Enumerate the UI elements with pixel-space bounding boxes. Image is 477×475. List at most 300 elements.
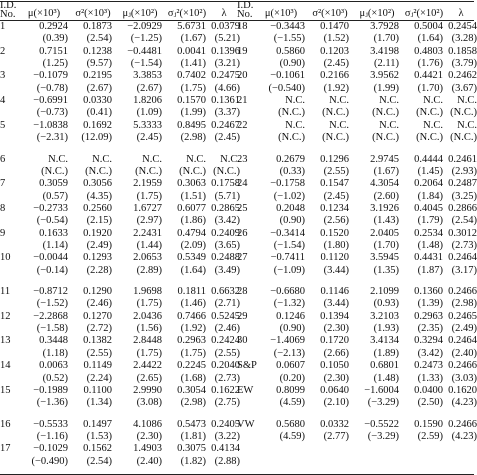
table-cell: (2.49) (86, 239, 112, 251)
table-cell: 1.4903 (133, 443, 162, 455)
table-cell: N.C. (423, 119, 443, 131)
table-cell: 0.1290 (83, 286, 112, 297)
table-row-tstat (237, 107, 477, 120)
table-cell: 2.0653 (133, 252, 162, 264)
table-cell: (1.70) (373, 33, 399, 45)
table-cell: 0.8495 (177, 119, 206, 131)
table-cell: (3.03) (451, 372, 477, 384)
table-cell: (3.79) (451, 58, 477, 70)
table-cell: (2.54) (86, 455, 112, 467)
table-cell: 0.2963 (414, 310, 443, 322)
table-cell: 0.2424 (211, 335, 240, 347)
table-cell: (1.81) (180, 430, 206, 442)
table-row-tstat (237, 190, 477, 204)
table-cell: 0.4134 (211, 443, 240, 455)
table-cell: 0.2560 (83, 202, 112, 214)
table-cell: (N.C.) (179, 165, 206, 177)
table-row-tstat (237, 239, 477, 253)
table-cell: (2.54) (86, 33, 112, 45)
table-cell: 0.1520 (320, 227, 349, 239)
table-cell: (1.14) (42, 239, 68, 251)
table-cell: (−0.54) (36, 215, 68, 227)
table-cell: −1.6004 (364, 384, 399, 396)
table-cell: 0.2048 (276, 202, 305, 214)
table-row-estimate (0, 95, 240, 108)
table-cell: (1.87) (417, 264, 443, 276)
table-cell: (N.C.) (213, 165, 240, 177)
table-row-tstat (0, 215, 240, 228)
table-cell: (2.73) (451, 239, 477, 251)
table-cell: 0.2405 (211, 418, 240, 430)
table-cell: 0.7402 (177, 70, 206, 82)
table-cell: (2.46) (214, 323, 240, 335)
table-cell: (N.C.) (322, 107, 349, 119)
table-cell: (1.44) (136, 239, 162, 251)
table-cell: (2.75) (214, 397, 240, 409)
column-header-mu: μ(×10³) (27, 8, 61, 19)
table-cell: −0.8712 (33, 286, 68, 297)
table-cell: 0.2454 (448, 21, 477, 32)
table-cell: (−0.540) (268, 82, 305, 94)
table-row-estimate (237, 202, 477, 216)
table-row-estimate (0, 360, 240, 373)
table-cell: 0.2040 (211, 360, 240, 372)
table-cell: 0.1149 (83, 360, 112, 372)
table-cell: 3.4198 (370, 45, 399, 57)
table-row-tstat (0, 347, 240, 361)
table-cell: (2.59) (417, 430, 443, 442)
table-cell: 0.6801 (370, 360, 399, 372)
table-cell: (9.57) (86, 58, 112, 70)
table-cell: (3.67) (451, 82, 477, 94)
table-cell: 2.9990 (133, 384, 162, 396)
table-cell: 0.2963 (177, 335, 206, 347)
table-cell: 0.1270 (83, 310, 112, 322)
table-cell: 3.9562 (370, 70, 399, 82)
table-cell: (1.92) (323, 82, 349, 94)
table-cell: (2.66) (323, 347, 349, 359)
table-cell: (3.37) (214, 107, 240, 119)
table-cell: (−1.32) (273, 298, 305, 310)
table-cell: (2.45) (136, 132, 162, 144)
table-cell: 0.4431 (414, 252, 443, 264)
column-header-sigma2-j: σⱼ²(×10²) (167, 8, 207, 19)
table-cell: 0.2166 (320, 70, 349, 82)
table-cell: 2.4422 (133, 360, 162, 372)
table-cell: (2.50) (417, 397, 443, 409)
table-cell: (2.40) (136, 455, 162, 467)
table-cell: (2.55) (214, 347, 240, 359)
table-cell: 0.0640 (320, 384, 349, 396)
table-row-tstat (237, 298, 477, 311)
table-row-estimate (0, 286, 240, 299)
row-id: 22 (237, 119, 248, 131)
table-cell: (1.33) (417, 372, 443, 384)
table-cell: 3.7928 (370, 21, 399, 32)
row-id: 5 (0, 119, 6, 131)
row-id: 18 (237, 21, 248, 32)
table-cell: 0.0607 (276, 360, 305, 372)
table-row-estimate (237, 360, 477, 373)
table-row-tstat (0, 190, 240, 204)
table-cell: (1.48) (417, 239, 443, 251)
table-cell: 2.1099 (370, 286, 399, 297)
table-cell: −0.1061 (270, 70, 305, 82)
row-id: 29 (237, 310, 248, 322)
table-cell: (4.59) (279, 397, 305, 409)
table-cell: (2.45) (214, 132, 240, 144)
table-row-tstat (0, 397, 240, 410)
row-id: 11 (0, 286, 11, 297)
table-cell: (4.35) (86, 190, 112, 202)
table-cell: (3.65) (214, 239, 240, 251)
table-row-tstat (0, 455, 240, 469)
table-cell: (2.56) (323, 215, 349, 227)
row-id: 16 (0, 418, 11, 430)
table-cell: (2.67) (86, 82, 112, 94)
table-cell: N.C. (142, 153, 162, 165)
table-cell: 0.4045 (414, 202, 443, 214)
table-cell: (N.C.) (322, 132, 349, 144)
table-cell: 0.5004 (414, 21, 443, 32)
table-cell: 0.1120 (320, 252, 349, 264)
table-cell: 0.2924 (39, 21, 68, 32)
table-row-tstat (237, 165, 477, 179)
table-row-estimate (237, 335, 477, 348)
table-cell: 0.4444 (414, 153, 443, 165)
table-cell: (N.C.) (416, 132, 443, 144)
table-cell: (−1.52) (36, 298, 68, 310)
table-cell: N.C. (379, 119, 399, 131)
table-cell: 0.2534 (414, 227, 443, 239)
table-cell: (1.75) (136, 298, 162, 310)
table-row-estimate (237, 286, 477, 299)
table-cell: 3.1926 (370, 202, 399, 214)
table-cell: 0.0332 (320, 418, 349, 430)
table-cell: (1.93) (373, 323, 399, 335)
table-cell: 0.2464 (448, 335, 477, 347)
table-cell: (−3.29) (367, 430, 399, 442)
table-cell: N.C. (423, 95, 443, 107)
column-header-mu: μ(×10³) (264, 8, 298, 19)
table-cell: (2.30) (323, 372, 349, 384)
table-cell: (0.90) (279, 215, 305, 227)
table-cell: (1.41) (180, 58, 206, 70)
table-cell: 5.6731 (177, 21, 206, 32)
table-cell: 0.1246 (276, 310, 305, 322)
table-cell: (1.84) (417, 190, 443, 202)
table-cell: 2.1959 (133, 178, 162, 190)
table-cell: 0.3075 (177, 443, 206, 455)
table-cell: (2.46) (86, 298, 112, 310)
row-id: 27 (237, 252, 248, 264)
table-cell: 0.1238 (83, 45, 112, 57)
table-cell: (1.18) (42, 347, 68, 359)
table-cell: (1.52) (323, 33, 349, 45)
table-cell: (3.42) (417, 347, 443, 359)
table-row-tstat (237, 397, 477, 410)
table-cell: (3.25) (451, 190, 477, 202)
table-row-estimate (0, 335, 240, 348)
table-row-tstat (237, 347, 477, 361)
row-id: 9 (0, 227, 6, 239)
table-cell: (1.35) (373, 264, 399, 276)
table-cell: 0.1361 (211, 95, 240, 107)
table-cell: −0.1079 (33, 70, 68, 82)
table-cell: (1.67) (180, 33, 206, 45)
table-row-tstat (237, 82, 477, 96)
table-cell: N.C. (48, 153, 68, 165)
table-cell: (1.67) (373, 165, 399, 177)
row-id: 7 (0, 178, 6, 190)
column-header-mu-j: μⱼ(×10²) (122, 8, 158, 19)
table-cell: 0.4803 (414, 45, 443, 57)
table-cell: −0.6680 (270, 286, 305, 297)
table-cell: (N.C.) (85, 165, 112, 177)
table-row-estimate (237, 252, 477, 265)
table-cell: (N.C.) (450, 107, 477, 119)
table-row-estimate (237, 119, 477, 133)
table-cell: (1.75) (180, 347, 206, 359)
table-cell: (1.45) (417, 165, 443, 177)
table-cell: 0.1394 (320, 310, 349, 322)
table-cell: −0.5533 (33, 418, 68, 430)
table-cell: (4.23) (451, 430, 477, 442)
table-row-estimate (0, 153, 240, 167)
table-cell: 0.1382 (83, 335, 112, 347)
table-row-tstat (237, 430, 477, 444)
table-row-tstat (0, 33, 240, 46)
row-id: S&P (237, 360, 257, 372)
table-cell: (N.C.) (416, 107, 443, 119)
table-row-estimate (0, 310, 240, 324)
table-cell: (4.66) (214, 82, 240, 94)
table-row-tstat (237, 372, 477, 386)
table-cell: (1.76) (417, 58, 443, 70)
table-cell: (2.30) (323, 323, 349, 335)
table-cell: (N.C.) (450, 132, 477, 144)
table-cell: 0.4421 (414, 70, 443, 82)
column-header-lambda: λ (458, 8, 464, 19)
table-row-tstat (0, 264, 240, 278)
table-cell: 0.2064 (414, 178, 443, 190)
table-cell: −0.7411 (270, 252, 305, 264)
table-cell: (2.49) (451, 323, 477, 335)
table-cell: (−1.58) (36, 323, 68, 335)
table-row-tstat (0, 107, 240, 120)
table-cell: 0.1100 (83, 384, 112, 396)
column-header-lambda: λ (221, 8, 227, 19)
row-id: 3 (0, 70, 6, 82)
table-cell: 0.5860 (276, 45, 305, 57)
row-id: 20 (237, 70, 248, 82)
table-cell: (N.C.) (372, 132, 399, 144)
table-cell: (2.67) (136, 82, 162, 94)
table-cell: 0.1570 (177, 95, 206, 107)
table-cell: (3.49) (214, 264, 240, 276)
row-id: 1 (0, 21, 6, 32)
table-cell: 0.3294 (414, 335, 443, 347)
table-cell: −0.0044 (33, 252, 68, 264)
table-cell: −1.4069 (270, 335, 305, 347)
column-header-sigma2: σ²(×10³) (75, 8, 111, 19)
table-cell: (1.99) (180, 107, 206, 119)
table-row-estimate (0, 384, 240, 398)
table-cell: −0.4481 (127, 45, 162, 57)
row-id: 21 (237, 95, 248, 107)
table-cell: (1.39) (417, 298, 443, 310)
table-cell: (1.09) (136, 107, 162, 119)
table-cell: (1.43) (373, 215, 399, 227)
table-cell: 0.3059 (39, 178, 68, 190)
table-cell: (2.10) (323, 397, 349, 409)
table-cell: 0.0379 (211, 21, 240, 32)
table-cell: 0.2461 (448, 153, 477, 165)
table-cell: N.C. (329, 95, 349, 107)
table-cell: (N.C.) (278, 107, 305, 119)
row-id: 24 (237, 178, 248, 190)
table-right-half (237, 0, 477, 475)
row-id: 25 (237, 202, 248, 214)
table-cell: 1.8206 (133, 95, 162, 107)
table-cell: 2.0405 (370, 227, 399, 239)
table-cell: 0.6632 (211, 286, 240, 297)
table-cell: N.C. (220, 153, 240, 165)
table-cell: −1.0838 (33, 119, 68, 131)
row-id: 4 (0, 95, 6, 107)
table-cell: 0.1620 (448, 384, 477, 396)
row-id: 19 (237, 45, 248, 57)
table-cell: 3.5945 (370, 252, 399, 264)
row-id: 28 (237, 286, 248, 297)
table-row-estimate (237, 227, 477, 241)
table-cell: −2.0929 (127, 21, 162, 32)
id-header-line2: No. (237, 9, 253, 20)
table-cell: (−1.25) (130, 33, 162, 45)
table-cell: (2.89) (136, 264, 162, 276)
table-cell: (2.28) (86, 264, 112, 276)
table-cell: 0.2465 (448, 310, 477, 322)
table-cell: (1.68) (180, 372, 206, 384)
table-cell: (1.92) (180, 323, 206, 335)
table-cell: (2.11) (374, 58, 399, 70)
table-row-tstat (237, 132, 477, 145)
table-header (0, 0, 237, 20)
row-id: 10 (0, 252, 11, 264)
table-cell: 0.2464 (448, 252, 477, 264)
table-cell: (3.44) (323, 264, 349, 276)
table-row-tstat (0, 430, 240, 444)
table-cell: (2.98) (180, 397, 206, 409)
row-id: 12 (0, 310, 11, 322)
row-id: VW (237, 418, 255, 430)
table-cell: 1.6727 (133, 202, 162, 214)
table-cell: 2.8448 (133, 335, 162, 347)
table-cell: (N.C.) (372, 107, 399, 119)
table-cell: 0.0063 (39, 360, 68, 372)
table-cell: 0.1293 (83, 252, 112, 264)
table-cell: 5.3333 (133, 119, 162, 131)
table-cell: (3.22) (214, 430, 240, 442)
table-cell: 0.2195 (83, 70, 112, 82)
table-cell: (0.90) (279, 323, 305, 335)
table-row-estimate (237, 384, 477, 398)
table-cell: 0.2466 (448, 286, 477, 297)
table-cell: 0.2245 (177, 360, 206, 372)
table-cell: (2.55) (323, 165, 349, 177)
table-cell: 4.1086 (133, 418, 162, 430)
table-cell: (3.08) (136, 397, 162, 409)
table-cell: 0.1811 (177, 286, 206, 297)
table-cell: 0.1396 (211, 45, 240, 57)
table-cell: (0.41) (86, 107, 112, 119)
table-cell: 0.4794 (177, 227, 206, 239)
table-cell: 0.7151 (39, 45, 68, 57)
table-cell: (12.09) (81, 132, 112, 144)
table-cell: (1.25) (42, 58, 68, 70)
table-cell: (1.53) (86, 430, 112, 442)
table-cell: N.C. (379, 95, 399, 107)
table-cell: 0.2488 (211, 252, 240, 264)
table-cell: (1.70) (373, 239, 399, 251)
table-cell: (2.40) (451, 347, 477, 359)
table-cell: 0.0041 (177, 45, 206, 57)
table-cell: (−0.73) (36, 107, 68, 119)
table-row-tstat (0, 165, 240, 179)
table-cell: 0.1873 (83, 21, 112, 32)
table-row-estimate (0, 227, 240, 241)
table-row-estimate (0, 178, 240, 191)
table-cell: (1.56) (136, 323, 162, 335)
table-cell: (3.44) (323, 298, 349, 310)
table-cell: (2.77) (323, 430, 349, 442)
table-cell: 0.1633 (39, 227, 68, 239)
table-row-estimate (237, 21, 477, 34)
table-row-estimate (0, 252, 240, 265)
table-cell: N.C. (285, 95, 305, 107)
table-cell: 0.1547 (320, 178, 349, 190)
table-cell: 0.7466 (177, 310, 206, 322)
table-cell: 0.2866 (448, 202, 477, 214)
table-cell: 0.2466 (448, 360, 477, 372)
table-cell: (1.82) (180, 455, 206, 467)
table-cell: (3.28) (451, 33, 477, 45)
column-header-sigma2-j: σⱼ²(×10²) (404, 8, 444, 19)
table-cell: 0.1203 (320, 45, 349, 57)
table-cell: 0.0400 (414, 384, 443, 396)
table-row-tstat (237, 58, 477, 71)
table-row-estimate (237, 153, 477, 167)
table-cell: 0.2487 (448, 178, 477, 190)
table-cell: −0.6991 (33, 95, 68, 107)
table-row-estimate (0, 443, 240, 456)
table-cell: −2.2868 (33, 310, 68, 322)
table-row-tstat (0, 132, 240, 145)
table-cell: (3.42) (214, 215, 240, 227)
table-row-estimate (0, 119, 240, 133)
table-cell: 0.2473 (414, 360, 443, 372)
table-cell: (0.39) (42, 33, 68, 45)
table-row-estimate (237, 95, 477, 108)
table-cell: (2.60) (373, 190, 399, 202)
table-cell: (5.21) (214, 33, 240, 45)
table-cell: 2.0436 (133, 310, 162, 322)
table-cell: (−0.78) (36, 82, 68, 94)
table-row-estimate (0, 21, 240, 34)
table-cell: −0.1989 (33, 384, 68, 396)
row-id: EW (237, 384, 254, 396)
table-cell: (1.64) (417, 33, 443, 45)
